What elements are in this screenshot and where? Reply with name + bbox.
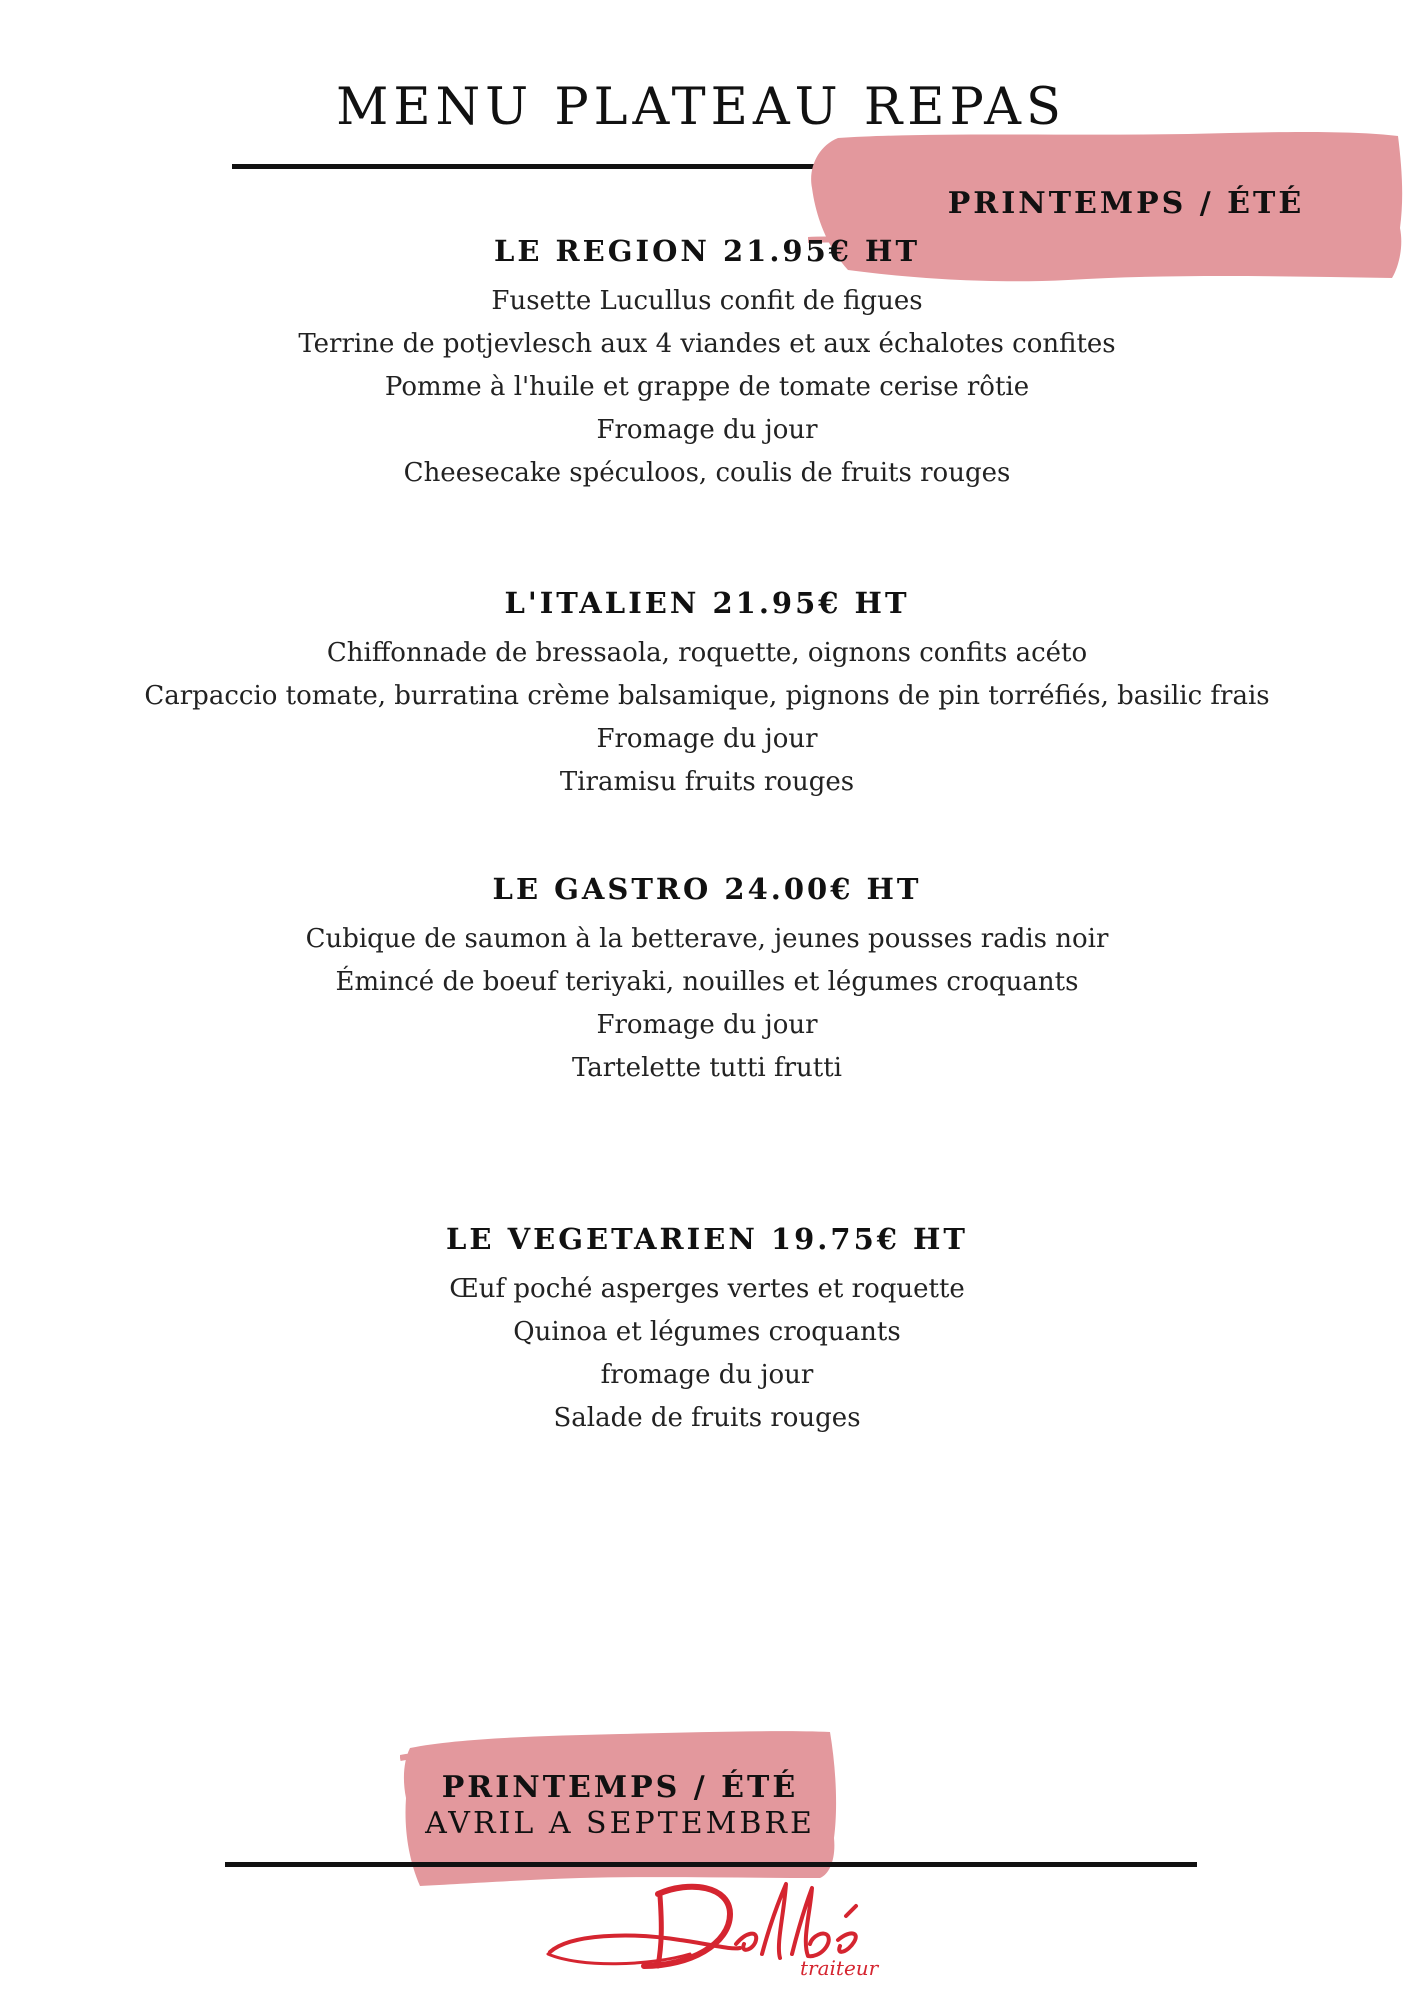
menu-item: fromage du jour (600, 1360, 814, 1390)
menu-le-region (0, 234, 1414, 495)
menu-gastro (0, 872, 1414, 1090)
menu-title: LE REGION 21.95€ HT (493, 234, 921, 268)
menu-item: Cubique de saumon à la betterave, jeunes pousses radis noir (305, 924, 1109, 954)
menu-item: Chiffonnade de bressaola, roquette, oignons confits acéto (326, 638, 1088, 668)
menu-item: Fusette Lucullus confit de figues (491, 286, 923, 316)
menu-item: Tiramisu fruits rouges (559, 767, 855, 797)
menu-title: LE GASTRO 24.00€ HT (492, 872, 922, 906)
footer-divider (225, 1862, 1197, 1867)
logo-subtitle: traiteur (800, 1956, 879, 1980)
season-label: PRINTEMPS / ÉTÉ (441, 1770, 799, 1805)
menu-item: Œuf poché asperges vertes et roquette (449, 1274, 965, 1304)
menu-italien (0, 586, 1414, 804)
season-period: AVRIL A SEPTEMBRE (425, 1806, 815, 1841)
menu-title: LE VEGETARIEN 19.75€ HT (446, 1222, 968, 1256)
menu-item: Pomme à l'huile et grappe de tomate cerise rôtie (384, 372, 1030, 402)
menu-item: Carpaccio tomate, burratina crème balsamique, pignons de pin torréfiés, basilic frais (144, 681, 1270, 711)
menu-item: Fromage du jour (596, 415, 818, 445)
menu-title: L'ITALIEN 21.95€ HT (504, 586, 910, 620)
menu-vegetarien (0, 1222, 1414, 1440)
season-tag: PRINTEMPS / ÉTÉ (947, 186, 1305, 221)
menu-item: Terrine de potjevlesch aux 4 viandes et aux échalotes confites (298, 329, 1116, 359)
menu-item: Salade de fruits rouges (553, 1403, 861, 1433)
menu-item: Émincé de boeuf teriyaki, nouilles et légumes croquants (335, 967, 1079, 997)
menu-item: Fromage du jour (596, 724, 818, 754)
page-title: MENU PLATEAU REPAS (336, 78, 1066, 137)
menu-item: Cheesecake spéculoos, coulis de fruits rouges (403, 458, 1011, 488)
season-footer (420, 1770, 820, 1842)
menu-item: Quinoa et légumes croquants (513, 1317, 901, 1347)
menu-item: Fromage du jour (596, 1010, 818, 1040)
menu-item: Tartelette tutti frutti (571, 1053, 843, 1083)
